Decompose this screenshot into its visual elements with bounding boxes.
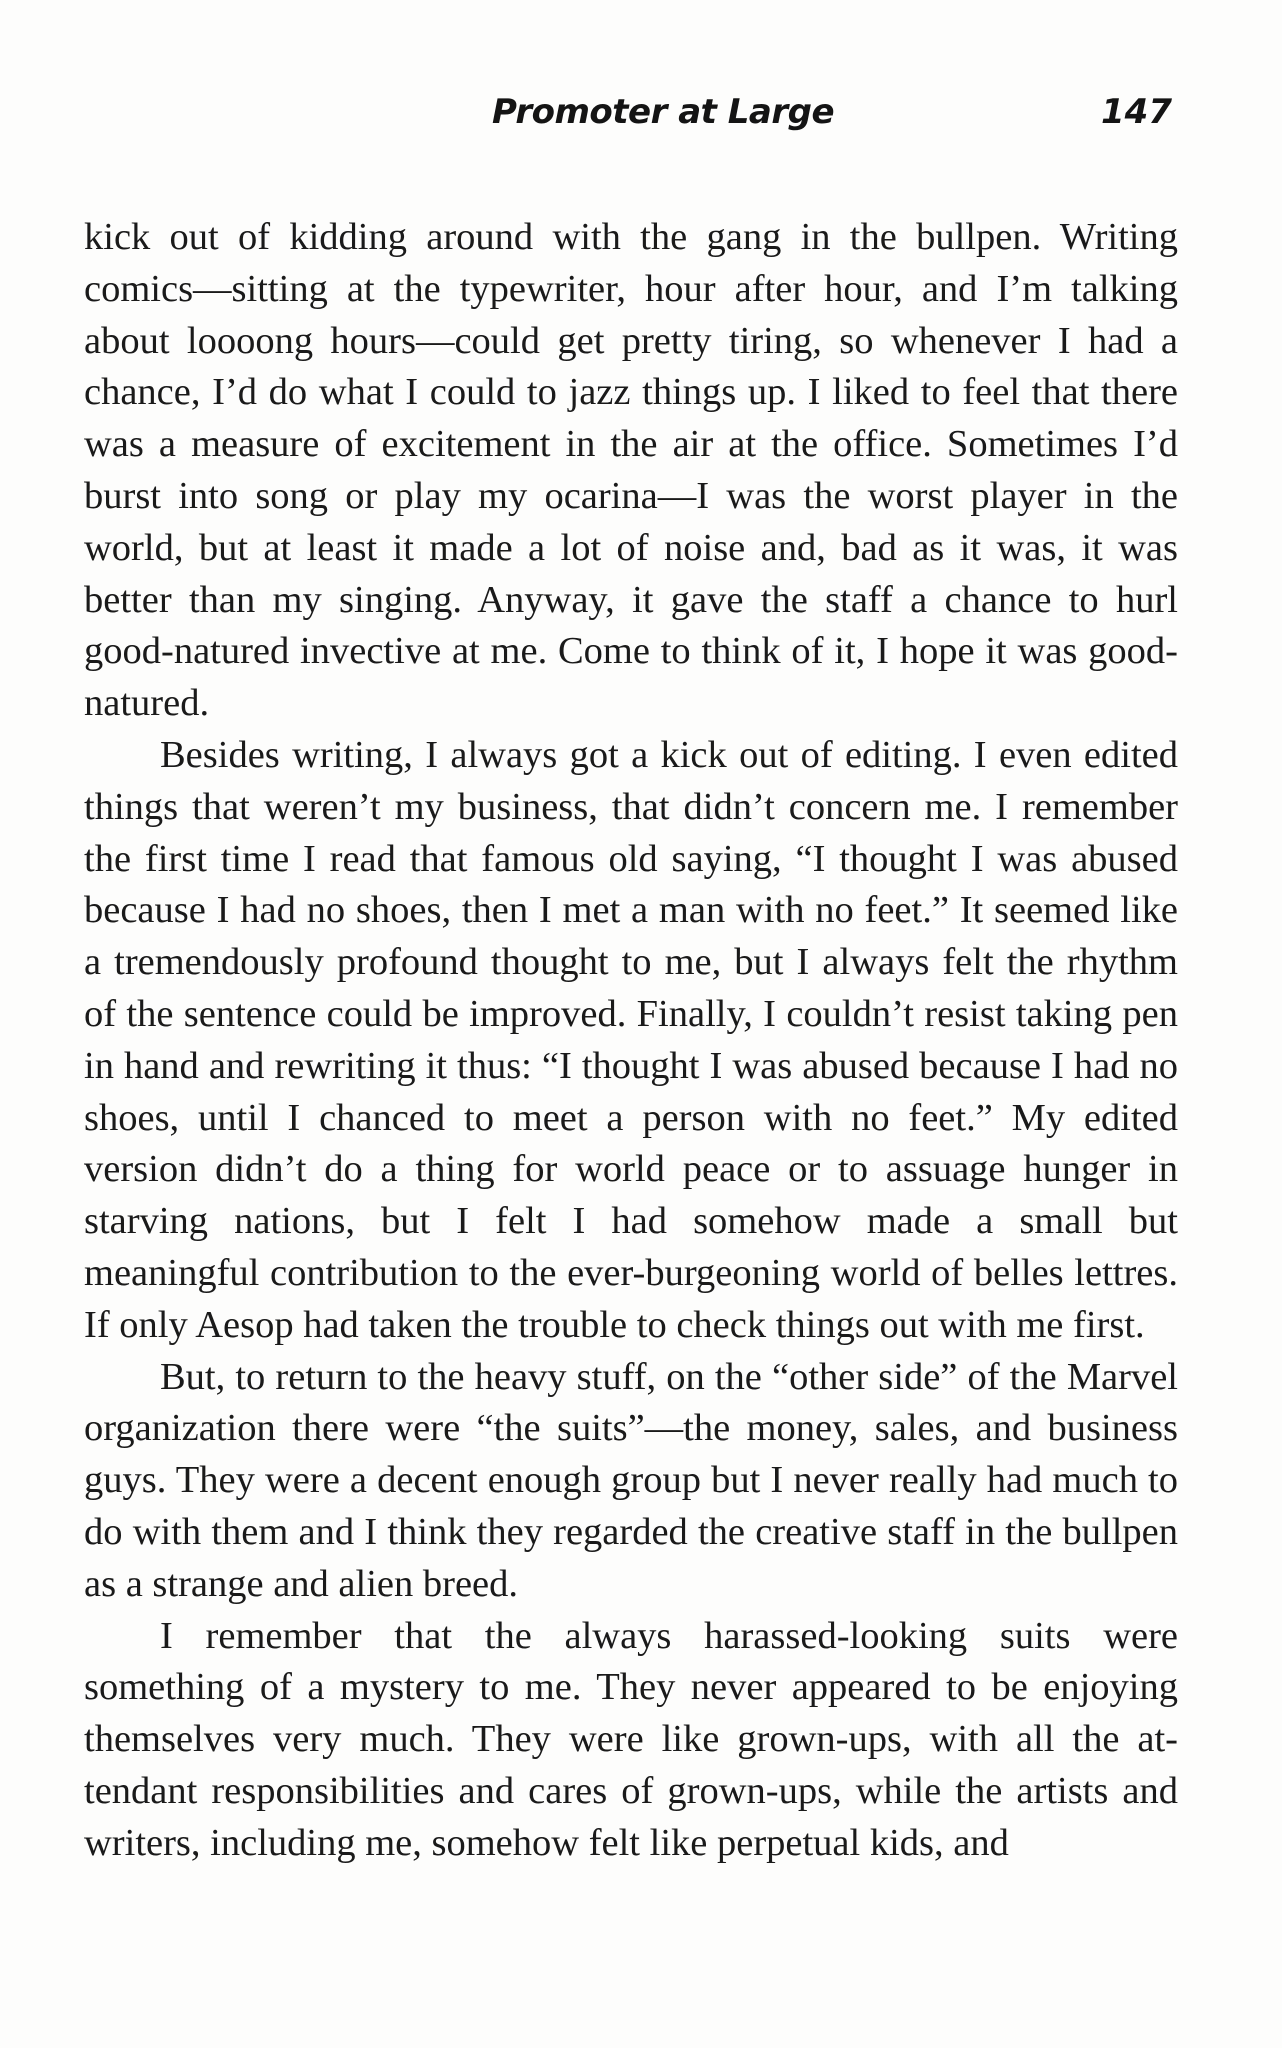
body-text bbox=[84, 212, 1178, 1870]
running-title: Promoter at Large bbox=[492, 92, 835, 132]
paragraph-3: But, to return to the heavy stuff, on the “other side” of the Marvel organization there were “the suits”—the money, sales, and business guys. They were a decent enough group but I never really had much to do with them and I think they regarded the creative staff in the bullpen as a strange and alien breed. bbox=[84, 1355, 1178, 1605]
paragraph-4: I remember that the always harassed-looking suits were something of a mystery to me. They never appeared to be enjoying themselves very much. They were like grown-ups, with all the attendant responsibilities and cares of grown-ups, while the artists and writers, including me, somehow felt like perpetual kids, and bbox=[84, 1614, 1178, 1864]
running-head bbox=[82, 92, 1172, 142]
paragraph-2: Besides writing, I always got a kick out of editing. I even edited things that weren’t my business, that didn’t concern me. I remember the first time I read that famous old saying, “I thought I was abused because I had no shoes, then I met a man with no feet.” It seemed like a tremendously profound thought to me, but I always felt the rhythm of the sentence could be improved. Finally, I couldn’t resist taking pen in hand and rewriting it thus: “I thought I was abused because I had no shoes, until I chanced to meet a person with no feet.” My edited version didn’t do a thing for world peace or to assuage hunger in starving nations, but I felt I had somehow made a small but meaningful contribution to the ever-burgeoning world of belles lettres. If only Aesop had taken the trouble to check things out with me first. bbox=[84, 733, 1178, 1346]
page-number: 147 bbox=[1101, 92, 1172, 132]
paragraph-1: kick out of kidding around with the gang in the bullpen. Writing comics—sitting at the typewriter, hour after hour, and I’m talking about loooong hours—could get pretty tiring, so whenever I had a chance, I’d do what I could to jazz things up. I liked to feel that there was a measure of excitement in the air at the office. Sometimes I’d burst into song or play my ocarina—I was the worst player in the world, but at least it made a lot of noise and, bad as it was, it was better than my singing. Anyway, it gave the staff a chance to hurl good-natured invective at me. Come to think of it, I hope it was good-natured. bbox=[84, 216, 1178, 725]
